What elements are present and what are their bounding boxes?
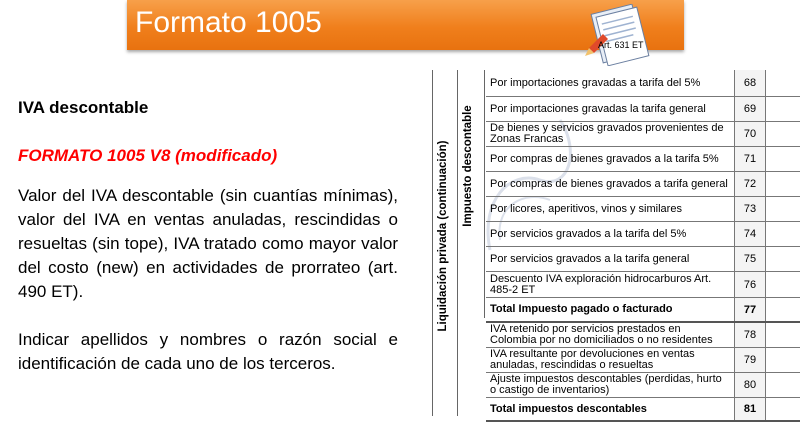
row-number: 71 [734,147,766,171]
form-row [486,323,800,348]
form-row [486,70,800,97]
row-description: Por importaciones gravadas a tarifa del 5% [490,76,701,89]
form-total-row [486,298,800,323]
outer-section-label: Liquidación privada (continuación) [437,140,449,332]
row-description: Por licores, aperitivos, vinos y similares [490,202,682,215]
row-description: Por importaciones gravadas la tarifa general [490,102,706,115]
form-row [486,222,800,247]
row-number: 75 [734,247,766,271]
row-number: 78 [734,323,766,347]
row-description: IVA resultante por devoluciones en ventas anuladas, rescindidas o resueltas [490,348,695,371]
row-description: Por servicios gravados a la tarifa del 5% [490,227,687,240]
row-number: 80 [734,373,766,397]
row-description: Por compras de bienes gravados a la tarifa 5% [490,152,719,165]
description-column [18,98,398,376]
row-description: Total impuestos descontables [490,402,647,415]
row-description: Por compras de bienes gravados a tarifa general [490,177,728,190]
form-row [486,122,800,147]
form-row [486,272,800,298]
outer-section-column [432,70,458,416]
description-paragraph: Valor del IVA descontable (sin cuantías mínimas), valor del IVA en ventas anuladas, rescindidas o resueltas (sin tope), IVA tratado como mayor valor del costo (new) en actividades de prorrateo (art. 490 ET). [18,186,398,301]
row-number: 74 [734,222,766,246]
form-row [486,197,800,222]
row-description: De bienes y servicios gravados provenientes de Zonas Francas [490,122,724,145]
row-description: Total Impuesto pagado o facturado [490,303,673,315]
section-title: IVA descontable [18,98,149,117]
row-number: 76 [734,272,766,297]
row-number: 69 [734,97,766,121]
form-row [486,247,800,272]
form-row [486,348,800,373]
row-number: 70 [734,122,766,146]
form-row [486,97,800,122]
row-number: 73 [734,197,766,221]
row-number: 77 [734,298,766,321]
instruction-paragraph: Indicar apellidos y nombres o razón social e identificación de cada uno de los terceros. [18,330,398,373]
document-icon [575,4,665,66]
form-rows [486,70,800,422]
document-caption: Art. 631 ET [598,40,644,50]
form-row [486,172,800,197]
inner-section-label: Impuesto descontable [462,105,474,227]
form-row [486,147,800,172]
row-number: 68 [734,70,766,96]
row-number: 79 [734,348,766,372]
form-total-row [486,398,800,422]
row-number: 72 [734,172,766,196]
row-description: Descuento IVA exploración hidrocarburos Art. 485-2 ET [490,272,712,296]
formato-subtitle: FORMATO 1005 V8 (modificado) [18,146,278,165]
row-description: IVA retenido por servicios prestados en Colombia por no domiciliados o no residentes [490,323,713,346]
row-number: 81 [734,398,766,420]
form-row [486,373,800,398]
row-description: Ajuste impuestos descontables (perdidas, hurto o castigo de inventarios) [490,373,722,396]
row-description: Por servicios gravados a la tarifa general [490,252,690,265]
slide-title: Formato 1005 [135,6,322,39]
